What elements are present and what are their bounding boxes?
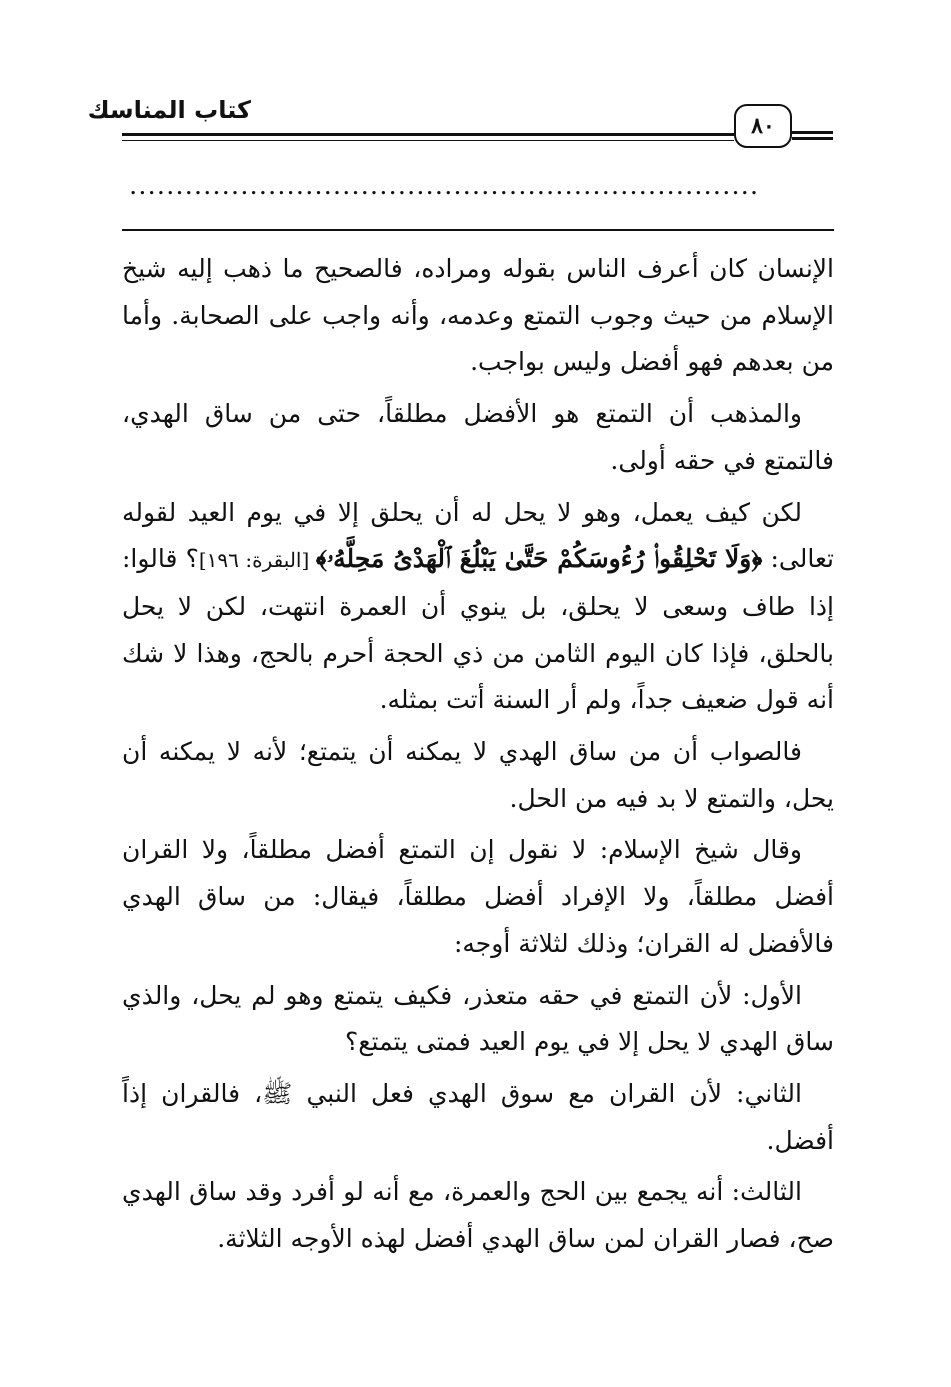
paragraph-6: الأول: لأن التمتع في حقه متعذر، فكيف يتمتع وهو لم يحل، والذي ساق الهدي لا يحل إلا في يوم العيد فمتى يتمتع؟ (122, 980, 834, 1057)
page-body (122, 246, 834, 1268)
paragraph-3-rest: ؟ قالوا: إذا طاف وسعى لا يحلق، بل ينوي أن العمرة انتهت، لكن لا يحل بالحلق، فإذا كان اليوم الثامن من ذي الحجة أحرم بالحج، وهذا لا شك أنه قول ضعيف جداً، ولم أر السنة أتت بمثله. (122, 544, 834, 715)
paragraph-3-intro: لكن كيف يعمل، وهو لا يحل له أن يحلق إلا في يوم العيد لقوله تعالى: (122, 497, 834, 574)
verse-reference: [البقرة: ١٩٦] (198, 548, 316, 573)
book-title: كتاب المناسك (87, 96, 251, 124)
paragraph-8: الثالث: أنه يجمع بين الحج والعمرة، مع أنه لو أفرد وقد ساق الهدي صح، فصار القران لمن ساق الهدي أفضل لهذه الأوجه الثلاثة. (122, 1177, 834, 1254)
dotted-separator: .................................................................... (130, 178, 761, 199)
paragraph-5: وقال شيخ الإسلام: لا نقول إن التمتع أفضل مطلقاً، ولا القران أفضل مطلقاً، ولا الإفراد أفضل مطلقاً، فيقال: من ساق الهدي فالأفضل له القران؛ وذلك لثلاثة أوجه: (122, 835, 834, 958)
paragraph-3 (122, 490, 834, 725)
header-rule-thin (122, 140, 734, 141)
quran-verse: ﴿وَلَا تَحْلِقُوا۟ رُءُوسَكُمْ حَتَّىٰ يَبْلُغَ ٱلْهَدْىُ مَحِلَّهُۥ﴾ (315, 544, 763, 574)
header-rule-right-bottom (792, 137, 833, 140)
content-separator (122, 229, 834, 231)
page-header (0, 0, 951, 160)
paragraph-2: والمذهب أن التمتع هو الأفضل مطلقاً، حتى من ساق الهدي، فالتمتع في حقه أولى. (122, 399, 834, 475)
page-number-box (734, 104, 792, 148)
page-number: ٨٠ (751, 113, 775, 139)
paragraph-7: الثاني: لأن القران مع سوق الهدي فعل النبي ﷺ، فالقران إذاً أفضل. (122, 1078, 834, 1155)
paragraph-1: الإنسان كان أعرف الناس بقوله ومراده، فالصحيح ما ذهب إليه شيخ الإسلام من حيث وجوب التمتع وعدمه، وأنه واجب على الصحابة. وأما من بعدهم فهو أفضل وليس بواجب. (122, 254, 834, 377)
header-rule-right-top (792, 131, 833, 134)
header-rule-thick (122, 133, 734, 136)
paragraph-4: فالصواب أن من ساق الهدي لا يمكنه أن يتمتع؛ لأنه لا يمكنه أن يحل، والتمتع لا بد فيه من الحل. (122, 737, 834, 813)
